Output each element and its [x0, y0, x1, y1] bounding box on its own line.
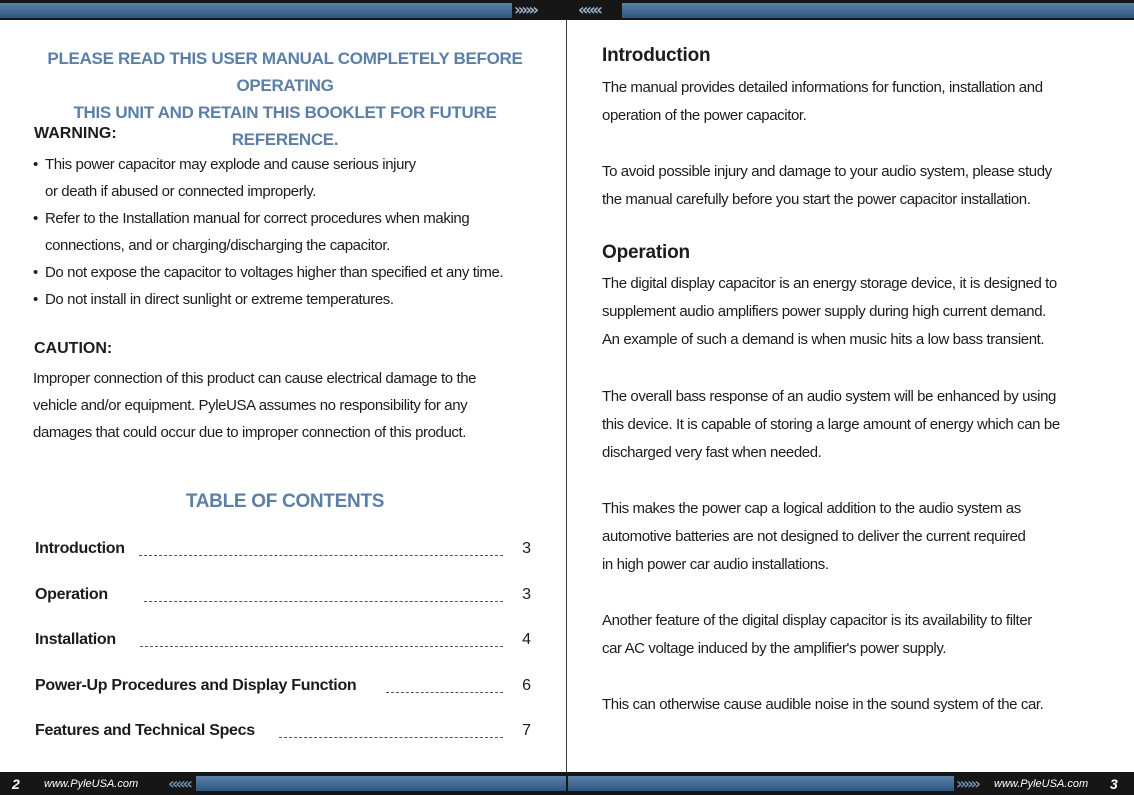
chevrons-right-icon: »»» [956, 774, 979, 793]
page-number-right: 3 [1110, 776, 1118, 792]
list-item: • Do not install in direct sunlight or extreme temperatures. [33, 286, 553, 313]
operation-paragraph-3: This makes the power cap a logical addition to the audio system as automotive batteries are not designed to deliver the current required in high power car audio installations. [602, 500, 1026, 573]
toc-page-number: 3 [522, 586, 531, 603]
operation-paragraph-5: This can otherwise cause audible noise in the sound system of the car. [602, 696, 1044, 713]
caution-text: Improper connection of this product can cause electrical damage to the vehicle and/or equipment. PyleUSA assumes no responsibility for any damages that could occur due to improper connection of this product. [33, 370, 477, 441]
intro-paragraph-2: To avoid possible injury and damage to your audio system, please study the manual carefully before you start the power capacitor installation. [602, 163, 1052, 208]
website-link-left[interactable]: www.PyleUSA.com [44, 778, 139, 790]
list-item: • Refer to the Installation manual for correct procedures when making connections, and or charging/discharging the capacitor. [33, 205, 553, 259]
toc-leader [140, 646, 503, 647]
toc-leader [279, 737, 503, 738]
toc-entry-power-up[interactable] [35, 673, 531, 699]
footer-bar-left [196, 776, 566, 791]
chevrons-right-icon: »»» [514, 0, 537, 19]
notice-line-2: THIS UNIT AND RETAIN THIS BOOKLET FOR FUTURE REFERENCE. [73, 103, 497, 149]
warning-heading: WARNING: [34, 125, 117, 142]
warning-list [33, 151, 553, 313]
operation-heading: Operation [602, 242, 690, 263]
notice-line-1: PLEASE READ THIS USER MANUAL COMPLETELY BEFORE OPERATING [47, 49, 523, 95]
toc-label: Installation [35, 631, 116, 648]
toc-title: TABLE OF CONTENTS [185, 491, 385, 512]
operation-paragraph-2: The overall bass response of an audio system will be enhanced by using this device. It is capable of storing a large amount of energy which can be discharged very fast when needed. [602, 388, 1060, 461]
header-bar-right [622, 3, 1134, 18]
operation-paragraph-1: The digital display capacitor is an energy storage device, it is designed to supplement audio amplifiers power supply during high current demand. An example of such a demand is when music hits a low bass transient. [602, 275, 1057, 348]
header-bar-left [0, 3, 512, 18]
toc-page-number: 4 [522, 631, 531, 648]
footer-bar-right [568, 776, 954, 791]
toc-leader [139, 555, 503, 556]
toc-entry-operation[interactable] [35, 582, 531, 608]
toc-label: Operation [35, 586, 108, 603]
list-item: • This power capacitor may explode and cause serious injury or death if abused or connected improperly. [33, 151, 553, 205]
toc-label: Introduction [35, 540, 125, 557]
toc-entry-installation[interactable] [35, 627, 531, 653]
introduction-heading: Introduction [602, 45, 711, 66]
toc-entry-introduction[interactable] [35, 536, 531, 562]
intro-paragraph-1: The manual provides detailed informations for function, installation and operation of the power capacitor. [602, 79, 1043, 124]
toc-leader [144, 601, 503, 602]
list-item: • Do not expose the capacitor to voltages higher than specified et any time. [33, 259, 553, 286]
page-divider [566, 20, 567, 772]
page-number-left: 2 [12, 776, 20, 792]
chevrons-left-icon: ««« [578, 0, 601, 19]
operation-paragraph-4: Another feature of the digital display capacitor is its availability to filter car AC voltage induced by the amplifier's power supply. [602, 612, 1032, 657]
toc-entry-features[interactable] [35, 718, 531, 744]
toc-page-number: 3 [522, 540, 531, 557]
toc-label: Power-Up Procedures and Display Function [35, 677, 357, 694]
caution-heading: CAUTION: [34, 340, 113, 357]
toc-page-number: 6 [522, 677, 531, 694]
toc-label: Features and Technical Specs [35, 722, 255, 739]
toc-page-number: 7 [522, 722, 531, 739]
website-link-right[interactable]: www.PyleUSA.com [994, 778, 1089, 790]
toc-leader [386, 692, 503, 693]
chevrons-left-icon: ««« [168, 774, 191, 793]
